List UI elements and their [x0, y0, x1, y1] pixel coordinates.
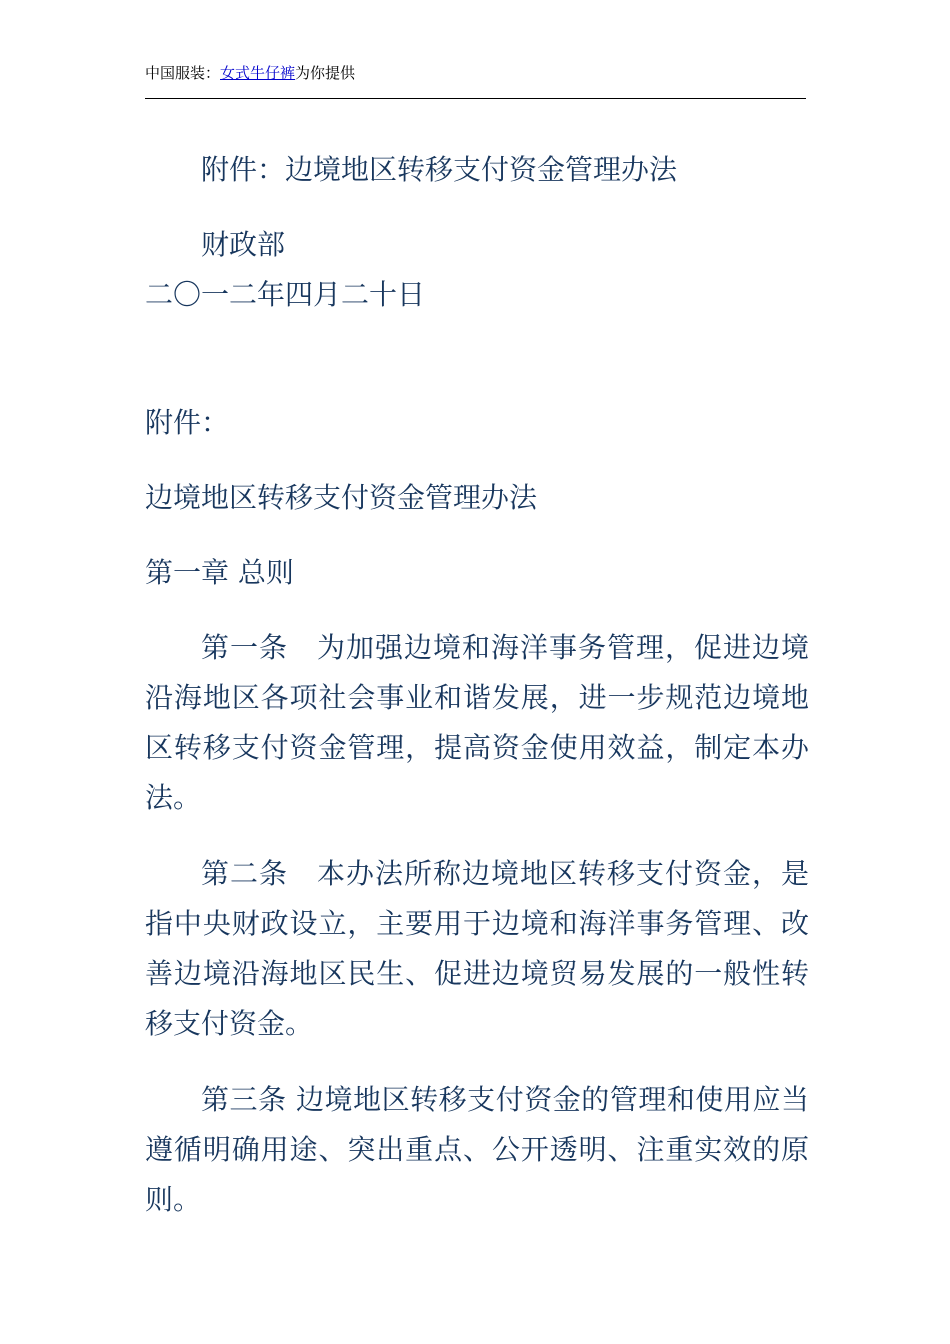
article-2: 第二条 本办法所称边境地区转移支付资金，是指中央财政设立，主要用于边境和海洋事务管理、改善边境沿海地区民生、促进边境贸易发展的一般性转移支付资金。	[145, 857, 809, 1040]
issue-date: 二〇一二年四月二十日	[145, 278, 426, 311]
article-1: 第一条 为加强边境和海洋事务管理，促进边境沿海地区各项社会事业和谐发展，进一步规范边境地区转移支付资金管理，提高资金使用效益，制定本办法。	[145, 631, 809, 814]
page-header	[145, 62, 355, 84]
document-title: 边境地区转移支付资金管理办法	[145, 481, 538, 514]
header-prefix: 中国服装：	[145, 64, 221, 82]
attachment-label: 附件：	[145, 406, 230, 439]
header-divider	[145, 98, 806, 99]
issuer: 财政部	[201, 228, 286, 261]
chapter-heading: 第一章 总则	[145, 556, 294, 589]
article-3: 第三条 边境地区转移支付资金的管理和使用应当遵循明确用途、突出重点、公开透明、注重实效的原则。	[145, 1083, 809, 1216]
header-link[interactable]: 女式牛仔裤	[220, 64, 296, 82]
document-body	[145, 145, 809, 1225]
header-suffix: 为你提供	[295, 64, 356, 82]
title-line: 附件：边境地区转移支付资金管理办法	[201, 153, 678, 186]
